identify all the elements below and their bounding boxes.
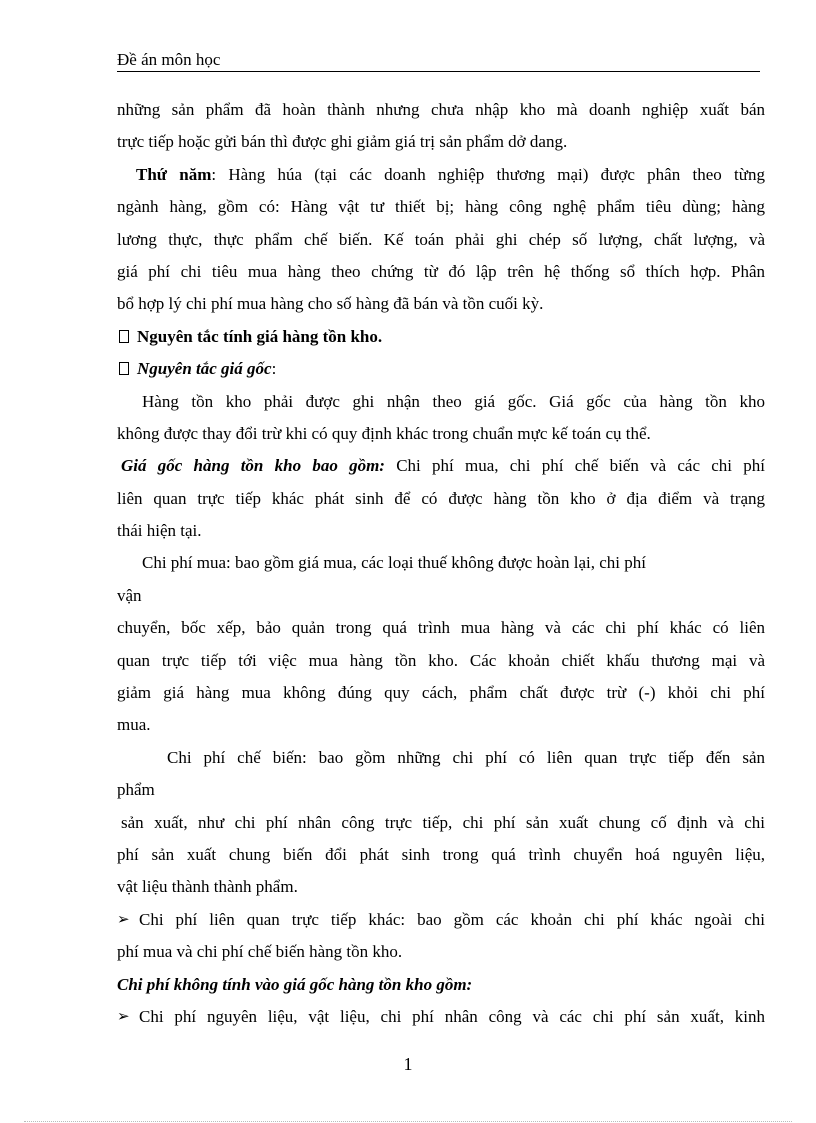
text-span: Chi phí liên quan trực tiếp khác: bao gồm các khoản chi phí khác ngoài chi xyxy=(139,909,765,929)
header-title: Đề án môn học xyxy=(117,50,221,69)
text-line: giảm giá hàng mua không đúng quy cách, phẩm chất được trừ (-) khỏi chi phí xyxy=(117,683,765,703)
checkbox-bullet-icon xyxy=(119,330,129,343)
heading-line xyxy=(117,321,765,353)
text-span: Chi phí nguyên liệu, vật liệu, chi phí nhân công và các chi phí sản xuất, kinh xyxy=(139,1006,765,1026)
section-label: Giá gốc hàng tồn kho bao gồm: xyxy=(121,456,385,476)
arrow-bullet-icon: ➢ xyxy=(117,1008,130,1025)
text-line: vận xyxy=(117,585,142,605)
document-body xyxy=(117,94,765,1033)
text-line: mua. xyxy=(117,715,151,735)
page-header xyxy=(117,50,760,72)
text-span: Chi phí mua, chi phí chế biến và các chi phí xyxy=(384,456,765,476)
text-line: quan trực tiếp tới việc mua hàng tồn kho. Các khoản chiết khấu thương mại và xyxy=(117,650,765,670)
heading-line xyxy=(117,353,765,385)
text-line: Chi phí chế biến: bao gồm những chi phí có liên quan trực tiếp đến sản xyxy=(167,747,765,767)
heading-text: Nguyên tắc giá gốc xyxy=(137,359,272,379)
text-span: : xyxy=(271,359,277,379)
text-line: lương thực, thực phẩm chế biến. Kế toán phải ghi chép số lượng, chất lượng, và xyxy=(117,229,765,249)
text-line: những sản phẩm đã hoàn thành nhưng chưa nhập kho mà doanh nghiệp xuất bán xyxy=(117,100,765,119)
text-line: trực tiếp hoặc gửi bán thì được ghi giảm giá trị sản phẩm dở dang. xyxy=(117,132,568,152)
page-bottom-rule xyxy=(24,1121,792,1122)
text-line: bổ hợp lý chi phí mua hàng cho số hàng đã bán và tồn cuối kỳ. xyxy=(117,294,544,314)
bullet-line xyxy=(117,904,765,936)
heading-line: Chi phí không tính vào giá gốc hàng tồn kho gồm: xyxy=(117,974,473,994)
heading-text: Nguyên tắc tính giá hàng tồn kho. xyxy=(137,326,383,346)
text-line: phí sản xuất chung biến đổi phát sinh trong quá trình chuyển hoá nguyên liệu, xyxy=(117,844,765,864)
text-line: phẩm xyxy=(117,780,155,800)
text-line: thái hiện tại. xyxy=(117,521,202,541)
text-line: Hàng tồn kho phải được ghi nhận theo giá gốc. Giá gốc của hàng tồn kho xyxy=(142,391,765,411)
text-line: ngành hàng, gồm có: Hàng vật tư thiết bị; hàng công nghệ phẩm tiêu dùng; hàng xyxy=(117,197,765,217)
text-line: sản xuất, như chi phí nhân công trực tiếp, chi phí sản xuất chung cố định và chi xyxy=(121,812,765,832)
arrow-bullet-icon: ➢ xyxy=(117,911,130,928)
bullet-line xyxy=(117,1001,765,1033)
text-line: Chi phí mua: bao gồm giá mua, các loại thuế không được hoàn lại, chi phí xyxy=(142,553,647,573)
text-line xyxy=(117,159,765,191)
text-line: không được thay đổi trừ khi có quy định khác trong chuẩn mực kế toán cụ thể. xyxy=(117,423,651,443)
text-line: phí mua và chi phí chế biến hàng tồn kho. xyxy=(117,942,403,962)
text-span: : Hàng húa (tại các doanh nghiệp thương mại) được phân theo từng xyxy=(211,164,765,184)
page-number: 1 xyxy=(403,1054,413,1074)
text-line: vật liệu thành thành phẩm. xyxy=(117,877,298,897)
text-line: liên quan trực tiếp khác phát sinh để có được hàng tồn kho ở địa điểm và trạng xyxy=(117,488,765,508)
checkbox-bullet-icon xyxy=(119,362,129,375)
section-label: Thứ năm xyxy=(136,164,212,184)
text-line: giá phí chi tiêu mua hàng theo chứng từ đó lập trên hệ thống sổ thích hợp. Phân xyxy=(117,261,765,281)
text-line: chuyển, bốc xếp, bảo quản trong quá trình mua hàng và các chi phí khác có liên xyxy=(117,618,765,638)
text-line xyxy=(117,450,765,482)
